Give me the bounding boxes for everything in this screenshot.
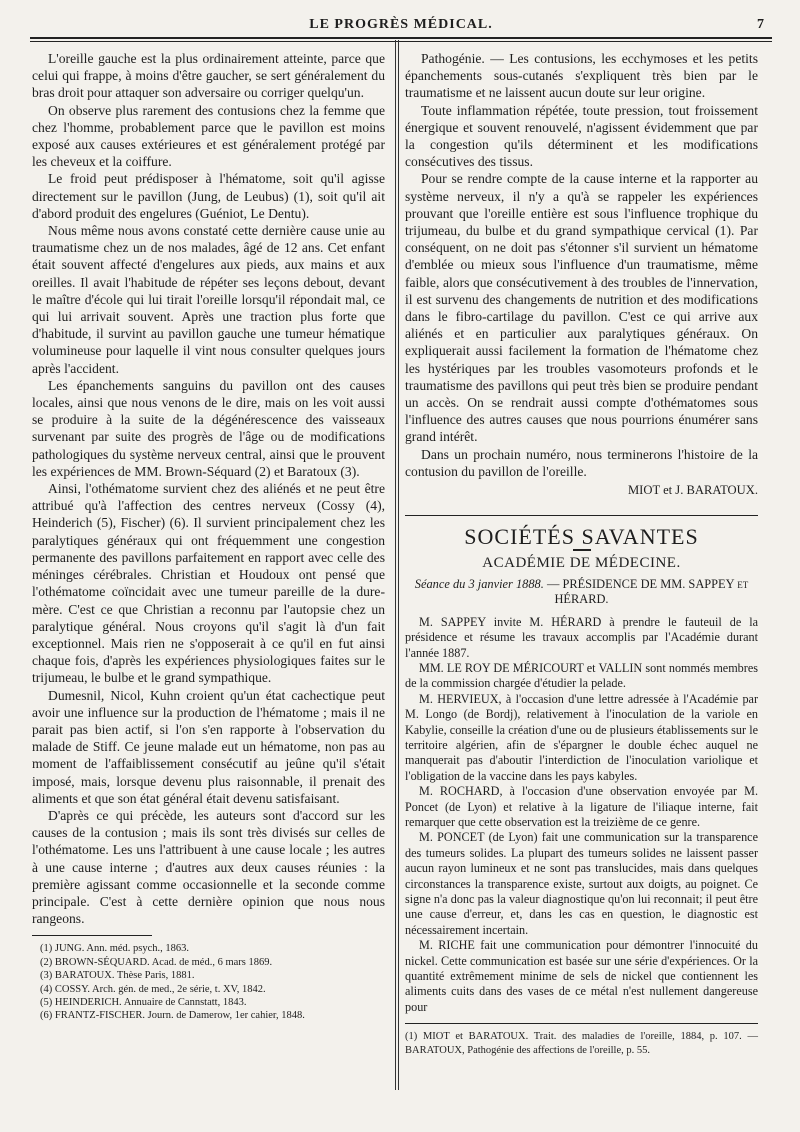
paragraph: M. HERVIEUX, à l'occasion d'une lettre adressée à l'Académie par M. Longo (de Bordj), relativement à l'inoculation de la variole en Kabylie, conseille la création d'une ou de plusieurs établissements sur le territoire algérien, afin de s'épargner le double échec auquel ne manquerait pas d'aboutir l'interdiction de l'inoculation variolique et l'obligation de la vaccine dans les pays kabyles. bbox=[405, 691, 758, 783]
paragraph: Dans un prochain numéro, nous terminerons l'histoire de la contusion du pavillon de l'oreille. bbox=[405, 446, 758, 479]
title-dash bbox=[573, 549, 591, 551]
paragraph: Le froid peut prédisposer à l'hématome, soit qu'il agisse directement sur le pavillon (Jung, de Leubus) (1), soit qu'il ait d'abord produit des engelures (Guéniot, Le Dentu). bbox=[32, 171, 385, 221]
subsection-title: ACADÉMIE DE MÉDECINE. bbox=[482, 555, 681, 572]
paragraph: M. SAPPEY invite M. HÉRARD à prendre le fauteuil de la présidence et résume les travaux accomplis par l'Académie durant l'année 1887. bbox=[405, 614, 758, 660]
page-header bbox=[30, 14, 772, 36]
footnotes bbox=[32, 942, 385, 1022]
page-number: 7 bbox=[757, 17, 764, 32]
right-column bbox=[405, 50, 758, 1057]
footnote: (4) COSSY. Arch. gén. de med., 2e série, t. XV, 1842. bbox=[40, 983, 266, 995]
paragraph: L'oreille gauche est la plus ordinairement atteinte, parce que celui qui frappe, à moins d'être gaucher, se sert généralement du bras droit pour attaquer son adversaire ou corriger quelqu'un. bbox=[32, 51, 385, 101]
column-divider-2 bbox=[398, 40, 399, 1090]
paragraph: Dumesnil, Nicol, Kuhn croient qu'un état cachectique peut avoir une influence sur la production de l'hématome ; mais il ne parait pas bien actif, si l'on s'en rapporte à l'observation du malade de Stiff. Ce jeune malade eut un hématome, non pas au moment de l'affaiblissement consécutif au jeûne qu'il s'était imposé, mais, lorsque devenu plus raisonnable, il prenait des aliments et que son état général était devenu satisfaisant. bbox=[32, 687, 385, 806]
footnote: (2) BROWN-SÉQUARD. Acad. de méd., 6 mars 1869. bbox=[40, 956, 273, 968]
signature: MIOT et J. BARATOUX. bbox=[627, 483, 758, 498]
paragraph: M. PONCET (de Lyon) fait une communication sur la transparence des tumeurs solides. La plupart des tumeurs solides ne laissent passer aucun rayon lumineux et ne sont pas translucides, mais dans quelques circonstances la transparence existe, surtout aux doigts, au poignet. Ce signe n'a donc pas la valeur diagnostique qu'on lui reconnait; il peut être une cause d'erreur, et, dans les cas en question, le diagnostic est nécessairement incertain. bbox=[405, 830, 758, 937]
header-rule-thin bbox=[30, 41, 772, 42]
seance-line bbox=[405, 577, 758, 607]
column-divider bbox=[395, 40, 396, 1090]
paragraph: Pathogénie. — Les contusions, les ecchymoses et les petits épanchements sous-cutanés s'expliquent très bien par le traumatisme et ne laissent aucun doute sur leur origine. bbox=[405, 51, 758, 101]
paragraph: Nous même nous avons constaté cette dernière cause unie au traumatisme chez un de nos malades, âgé de 12 ans. Cet enfant était souvent affecté d'engelures aux pieds, aux mains et aux oreilles. Il avait l'habitude de répéter ses leçons debout, devant le maître d'école qui lui tirait l'oreille lorsqu'il répondait mal, ce qui lui arrivait souvent. Après une traction plus forte que d'habitude, il survint au pavillon gauche une tumeur hématique volumineuse pour laquelle il vint nous consulter quelques jours après l'accident. bbox=[32, 223, 385, 376]
paragraph: Les épanchements sanguins du pavillon ont des causes locales, ainsi que nous venons de le dire, mais on les voit aussi se produire à la suite de la dégénérescence des vaisseaux survenant par suite des progrès de l'âge ou de modifications pathologiques du système nerveux central, ainsi que le prouvent les expériences de MM. Brown-Séquard (2) et Baratoux (3). bbox=[32, 377, 385, 479]
paragraph: MM. LE ROY DE MÉRICOURT et VALLIN sont nommés membres de la commission chargée d'étudier la pelade. bbox=[405, 660, 758, 691]
paragraph: M. ROCHARD, à l'occasion d'une observation envoyée par M. Poncet (de Lyon) et relative à la ligature de l'iliaque interne, fait remarquer que cette observation est la treizième de ce genre. bbox=[405, 784, 758, 829]
paragraph: On observe plus rarement des contusions chez la femme que chez l'homme, probablement parce que le pavillon est moins exposé aux causes extérieures et est généralement protégé par les cheveux et la coiffure. bbox=[32, 102, 385, 170]
footnote: (6) FRANTZ-FISCHER. Journ. de Damerow, 1er cahier, 1848. bbox=[40, 1010, 305, 1022]
footnote-separator bbox=[32, 935, 152, 936]
presidence: — PRÉSIDENCE DE MM. SAPPEY et HÉRARD. bbox=[546, 576, 749, 606]
paragraph: D'après ce qui précède, les auteurs sont d'accord sur les causes de la contusion ; mais ils sont très divisés sur celles de l'othématome. Les uns l'attribuent à une cause locale ; les autres à une cause interne ; d'autres aux deux causes réunies : la première agissant comme occasionnelle et la seconde comme principale. C'est à cette dernière opinion que nous nous rangeons. bbox=[32, 807, 385, 927]
section-title: SOCIÉTÉS SAVANTES bbox=[405, 515, 758, 545]
left-column bbox=[32, 50, 385, 1023]
paragraph: Toute inflammation répétée, toute pression, tout froissement énergique et souvent renouvelé, n'agissent évidemment que par la congestion qu'ils déterminent et les modifications consécutives des tissus. bbox=[405, 102, 758, 170]
paragraph: Pour se rendre compte de la cause interne et la rapporter au système nerveux, il n'y a qu'à se rappeler les expériences prouvant que l'oreille entière est sous l'influence trophique du trijumeau, du bulbe et du grand sympathique cervical (1). Par conséquent, on ne doit pas s'étonner s'il survient un hématome d'emblée ou mieux sous l'influence d'un traumatisme, même faible, alors que consécutivement à des troubles de l'innervation, il est survenu des changements de nutrition et des modifications dans le fibro-cartilage du pavillon. C'est ce qui arrive aux aliénés et en particulier aux paralytiques généraux. On expliquerait aussi facilement la formation de l'hématome chez les hystériques par les troubles vasomoteurs profonds et le traumatisme des pavillons qui peut très bien se produire pendant un accès. On se rendrait aussi compte d'othématomes sous l'influence des autres causes que nous pourrions énumérer sans grand intérêt. bbox=[405, 171, 758, 445]
footnote: (1) JUNG. Ann. méd. psych., 1863. bbox=[40, 943, 190, 955]
header-rule bbox=[30, 37, 772, 39]
journal-title: LE PROGRÈS MÉDICAL. bbox=[309, 17, 493, 32]
academy-report bbox=[405, 615, 758, 1016]
footnote: (3) BARATOUX. Thèse Paris, 1881. bbox=[40, 970, 195, 982]
paragraph: Ainsi, l'othématome survient chez des aliénés et ne peut être attribué qu'à l'affection des centres nerveux (Cossy (4), Heinderich (5), Fischer) (6). Il survient principalement chez les paralytiques généraux qui ont fréquemment une congestion permanente des pavillons parfaitement en rapport avec celle des méninges cérébrales. Christian et Houdoux ont pensé que l'othématome coïncidait avec une tumeur pareille de la dure-mère. C'est ce que Christian a reconnu par l'autopsie chez un paralytique général. Nous croyons qu'il s'agit là d'un fait exceptionnel. Mais rien ne s'opposerait à ce qu'il en fut ainsi chaque fois, d'après les expériences physiologiques faites sur le trijumeau, le bulbe et le grand sympathique. bbox=[32, 481, 385, 686]
footnote: (5) HEINDERICH. Annuaire de Cannstatt, 1843. bbox=[40, 996, 247, 1008]
paragraph: M. RICHE fait une communication pour démontrer l'innocuité du nickel. Cette communication est basée sur une série d'expériences. Or la quantité extrêmement minime de sels de nickel que contiennent les aliments cuits dans des vases de ce métal n'est nullement dangereuse pour bbox=[405, 938, 758, 1014]
footnote: (1) MIOT et BARATOUX. Trait. des maladies de l'oreille, 1884, p. 107. — BARATOUX, Pathogénie des affections de l'oreille, p. 55. bbox=[405, 1023, 758, 1057]
seance-date: Séance du 3 janvier 1888. bbox=[414, 576, 544, 591]
